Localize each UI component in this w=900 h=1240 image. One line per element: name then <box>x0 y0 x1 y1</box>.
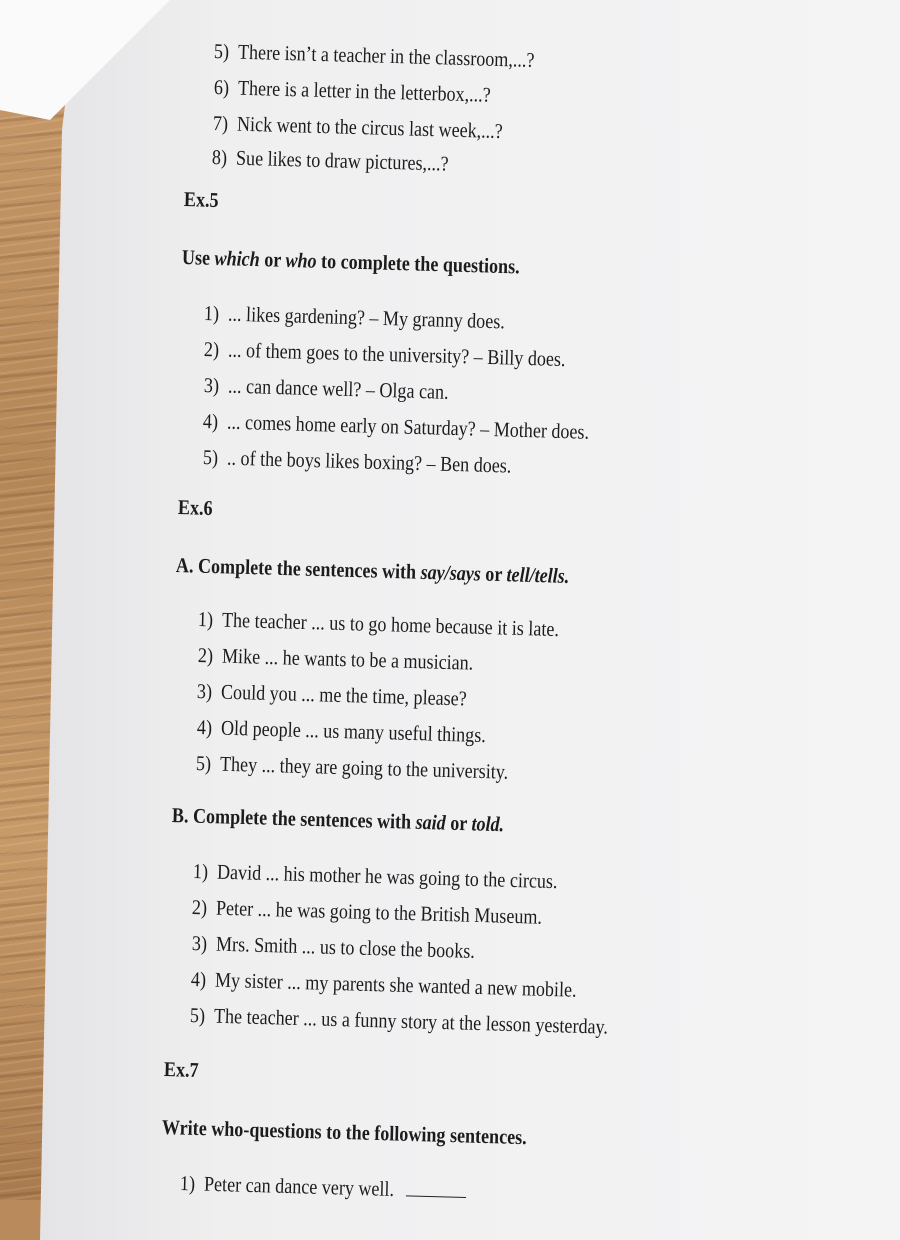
list-item: 1) David ... his mother he was going to the circus. <box>192 859 558 894</box>
list-item: 2) Peter ... he was going to the British Museum. <box>191 895 543 929</box>
list-item: 1) ... likes gardening? – My granny does. <box>203 301 506 334</box>
list-item: 1) The teacher ... us to go home because it is late. <box>197 607 560 642</box>
list-item: 8) Sue likes to draw pictures,...? <box>211 145 449 176</box>
list-item: 6) There is a letter in the letterbox,...? <box>213 75 492 107</box>
list-item: 5) They ... they are going to the university. <box>195 751 509 784</box>
list-item: 3) ... can dance well? – Olga can. <box>203 373 449 404</box>
exercise-6-title: Ex.6 <box>177 495 213 520</box>
exercise-5-instruction: Use which or who to complete the questions. <box>181 245 521 279</box>
list-item: 4) My sister ... my parents she wanted a new mobile. <box>190 967 577 1002</box>
list-item: 7) Nick went to the circus last week,...? <box>212 111 504 144</box>
exercise-5-title: Ex.5 <box>183 187 219 212</box>
exercise-7-title: Ex.7 <box>163 1057 199 1082</box>
list-item: 3) Could you ... me the time, please? <box>196 679 468 711</box>
exercise-6b-instruction: B. Complete the sentences with said or told. <box>171 803 505 837</box>
exercise-7-instruction: Write who-questions to the following sentences. <box>161 1115 528 1150</box>
list-item: 4) ... comes home early on Saturday? – Mother does. <box>202 409 590 444</box>
list-item: 4) Old people ... us many useful things. <box>196 715 487 748</box>
list-item: 3) Mrs. Smith ... us to close the books. <box>191 931 476 963</box>
list-item: 5) There isn’t a teacher in the classroom,...? <box>213 39 535 72</box>
list-item: 2) ... of them goes to the university? – Billy does. <box>203 337 566 372</box>
list-item: 5) .. of the boys likes boxing? – Ben does. <box>202 445 512 478</box>
exercise-6a-instruction: A. Complete the sentences with say/says or tell/tells. <box>175 553 570 588</box>
answer-blank-line <box>406 1177 467 1198</box>
list-item: 5) The teacher ... us a funny story at the lesson yesterday. <box>189 1003 609 1039</box>
list-item: 1) Peter can dance very well. <box>180 1170 467 1204</box>
list-item: 2) Mike ... he wants to be a musician. <box>197 643 474 675</box>
